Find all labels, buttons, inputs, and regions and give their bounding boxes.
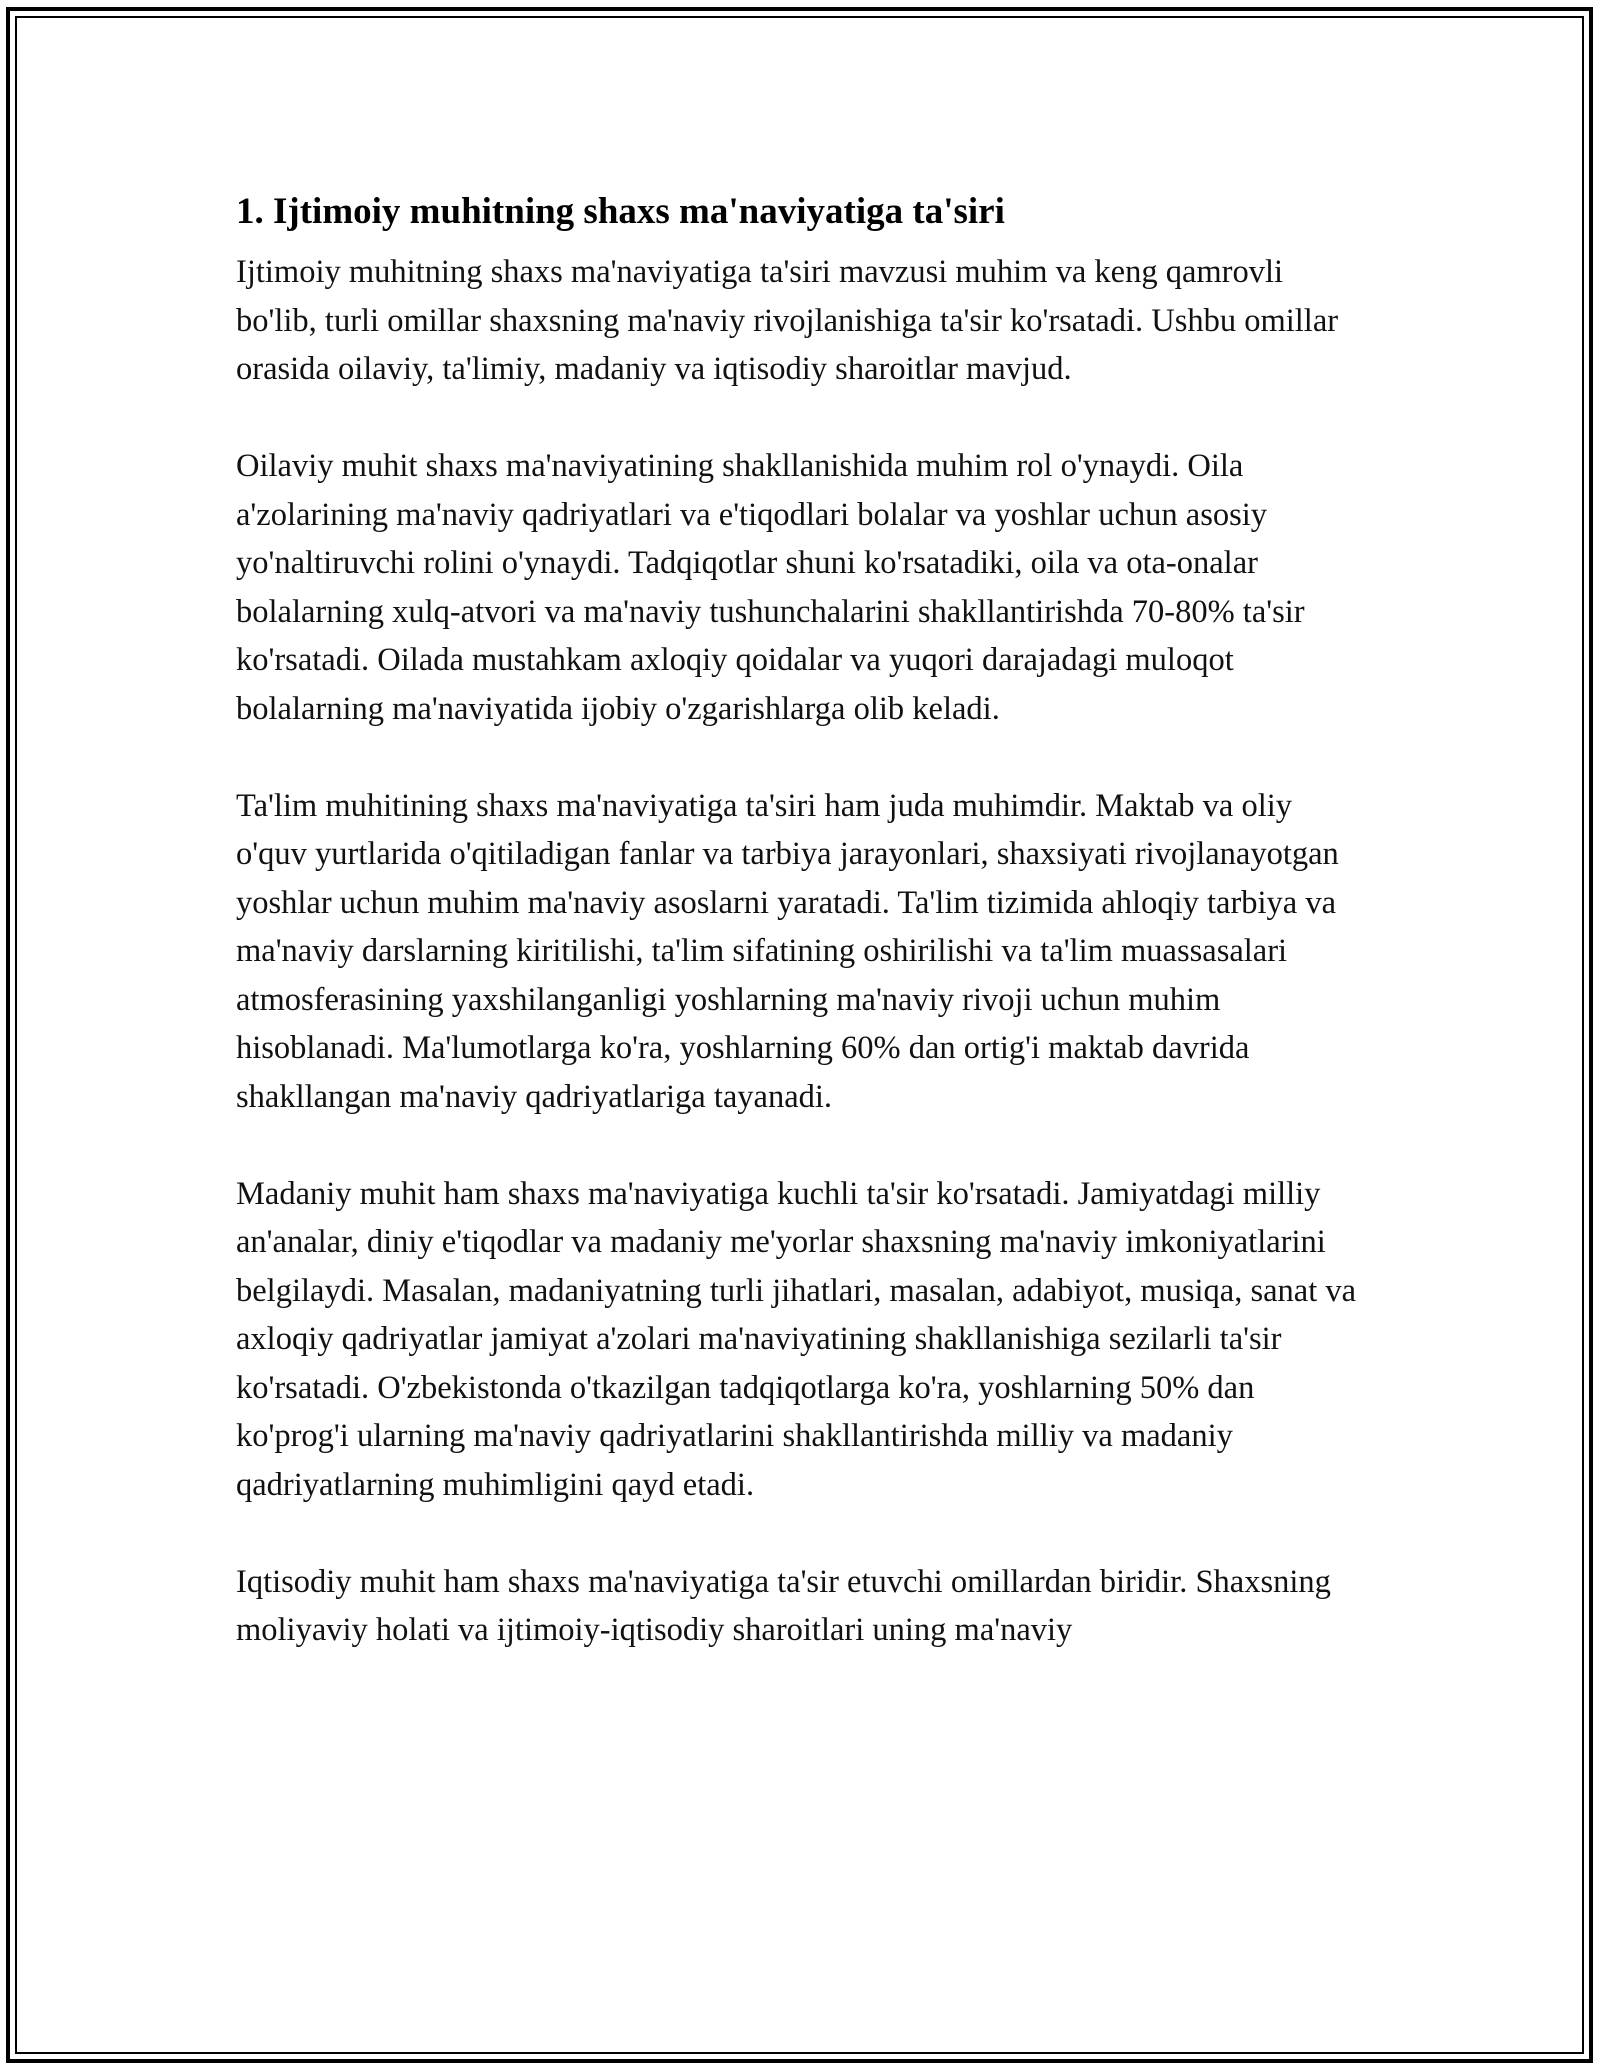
paragraph-family-environment: Oilaviy muhit shaxs ma'naviyatining shakllanishida muhim rol o'ynaydi. Oila a'zolarining ma'naviy qadriyatlari va e'tiqodlari bolalar va yoshlar uchun asosiy yo'naltiruvchi rolini o'ynaydi. Tadqiqotlar shuni ko'rsatadiki, oila va ota-onalar bolalarning xulq-atvori va ma'naviy tushunchalarini shakllantirishda 70-80% ta'sir ko'rsatadi. Oilada mustahkam axloqiy qoidalar va yuqori darajadagi muloqot bolalarning ma'naviyatida ijobiy o'zgarishlarga olib keladi. [236,448,1305,727]
paragraph-economic-environment: Iqtisodiy muhit ham shaxs ma'naviyatiga ta'sir etuvchi omillardan biridir. Shaxsning moliyaviy holati va ijtimoiy-iqtisodiy sharoitlari uning ma'naviy [236,1563,1331,1648]
paragraph-cultural-environment: Madaniy muhit ham shaxs ma'naviyatiga kuchli ta'sir ko'rsatadi. Jamiyatdagi milliy an'analar, diniy e'tiqodlar va madaniy me'yorlar shaxsning ma'naviy imkoniyatlarini belgilaydi. Masalan, madaniyatning turli jihatlari, masalan, adabiyot, musiqa, sanat va axloqiy qadriyatlar jamiyat a'zolari ma'naviyatining shakllanishiga sezilarli ta'sir ko'rsatadi. O'zbekistonda o'tkazilgan tadqiqotlarga ko'ra, yoshlarning 50% dan ko'prog'i ularning ma'naviy qadriyatlarini shakllantirishda milliy va madaniy qadriyatlarning muhimligini qayd etadi. [236,1175,1357,1503]
page-content [236,184,1366,1703]
section-heading: 1. Ijtimoiy muhitning shaxs ma'naviyatiga ta'siri [236,191,1005,232]
paragraph-education-environment: Ta'lim muhitining shaxs ma'naviyatiga ta'siri ham juda muhimdir. Maktab va oliy o'quv yurtlarida o'qitiladigan fanlar va tarbiya jarayonlari, shaxsiyati rivojlanayotgan yoshlar uchun muhim ma'naviy asoslarni yaratadi. Ta'lim tizimida ahloqiy tarbiya va ma'naviy darslarning kiritilishi, ta'lim sifatining oshirilishi va ta'lim muassasalari atmosferasining yaxshilanganligi yoshlarning ma'naviy rivoji uchun muhim hisoblanadi. Ma'lumotlarga ko'ra, yoshlarning 60% dan ortig'i maktab davrida shakllangan ma'naviy qadriyatlariga tayanadi. [236,787,1339,1115]
paragraph-intro: Ijtimoiy muhitning shaxs ma'naviyatiga ta'siri mavzusi muhim va keng qamrovli bo'lib, turli omillar shaxsning ma'naviy rivojlanishiga ta'sir ko'rsatadi. Ushbu omillar orasida oilaviy, ta'limiy, madaniy va iqtisodiy sharoitlar mavjud. [236,254,1339,387]
